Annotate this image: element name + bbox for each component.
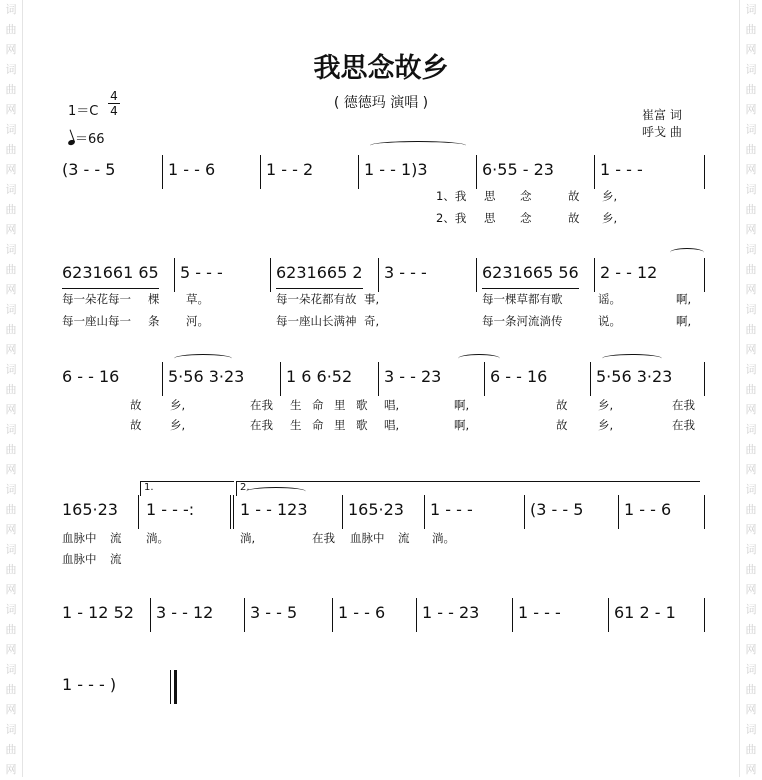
lyric-syllable: 1、我 (436, 189, 467, 203)
slur (370, 141, 466, 150)
bar-line (704, 598, 705, 632)
lyrics-line-3-verse-2 (58, 417, 708, 433)
time-signature (108, 89, 120, 118)
slur (246, 487, 306, 496)
score-line-1 (58, 155, 708, 185)
bar-line (138, 495, 139, 529)
bar-line (233, 495, 234, 529)
bar-line (342, 495, 343, 529)
bar-line (594, 155, 595, 189)
lyrics-line-3-verse-1 (58, 397, 708, 413)
lyric-syllable: 里 (334, 418, 346, 432)
measure: 1 - - - (518, 603, 561, 622)
lyric-syllable: 唱, (384, 418, 400, 432)
lyric-syllable: 血脉中 (350, 531, 385, 545)
lyric-syllable: 河。 (186, 314, 209, 328)
first-ending: 1. (140, 481, 234, 496)
watermark-right: 词 曲 网 词 曲 网 词 曲 网 词 曲 网 词 曲 网 词 曲 网 词 曲 网 词 曲 网 词 曲 网 词 曲 网 词 曲 网 词 曲 网 词 曲 网 (745, 3, 757, 776)
bar-line (170, 670, 171, 704)
measure: 1 - - 6 (168, 160, 216, 179)
lyric-syllable: 淌, (240, 531, 256, 545)
lyrics-line-1-verse-1 (58, 188, 708, 204)
lyrics-line-4-verse-2 (58, 551, 708, 567)
slur (602, 354, 662, 363)
measure: 5·56 3·23 (168, 367, 245, 386)
lyric-syllable: 生 (290, 418, 302, 432)
bar-line (704, 258, 705, 292)
tempo-value: ＝66 (75, 132, 105, 147)
measure: 1 - - 6 (338, 603, 386, 622)
meter-bottom: 4 (110, 104, 118, 118)
bar-line (280, 362, 281, 396)
bar-line (424, 495, 425, 529)
lyric-syllable: 流 (398, 531, 410, 545)
bar-line (476, 258, 477, 292)
lyric-syllable: 乡, (598, 418, 614, 432)
measure: 1 - - 2 (266, 160, 314, 179)
score-line-3 (58, 362, 708, 392)
slur (174, 354, 232, 363)
measure: 6 - - 16 (490, 367, 548, 386)
measure: 1 - 12 52 (62, 603, 134, 622)
lyric-syllable: 命 (312, 418, 324, 432)
lyric-syllable: 事, (364, 292, 380, 306)
measure: 1 - - 123 (240, 500, 308, 519)
bar-line (174, 258, 175, 292)
lyric-syllable: 生 (290, 398, 302, 412)
bar-line (594, 258, 595, 292)
measure: 6 - - 16 (62, 367, 120, 386)
bar-line (704, 155, 705, 189)
lyric-syllable: 啊, (454, 418, 470, 432)
performer-subtitle: ( 德德玛 演唱 ) (333, 95, 429, 111)
lyric-syllable: 里 (334, 398, 346, 412)
measure: 3 - - - (384, 263, 427, 282)
lyric-syllable: 故 (130, 418, 142, 432)
lyric-syllable: 念 (520, 211, 532, 225)
lyric-syllable: 2、我 (436, 211, 467, 225)
lyric-syllable: 条 (148, 314, 160, 328)
lyric-syllable: 啊, (676, 292, 692, 306)
lyric-syllable: 念 (520, 189, 532, 203)
lyric-syllable: 每一座山长满神 (276, 314, 357, 328)
measure: 1 - - - (600, 160, 643, 179)
score-line-4 (58, 482, 708, 525)
lyric-syllable: 故 (568, 211, 580, 225)
song-title: 我思念故乡 (313, 53, 449, 84)
lyric-syllable: 乡, (170, 418, 186, 432)
lyrics-line-2-verse-1 (58, 291, 708, 307)
bar-line (704, 362, 705, 396)
bar-line (244, 598, 245, 632)
lyric-syllable: 奇, (364, 314, 380, 328)
bar-line (230, 495, 231, 529)
lyric-syllable: 乡, (598, 398, 614, 412)
bar-line (378, 258, 379, 292)
lyric-syllable: 流 (110, 531, 122, 545)
lyric-syllable: 每一棵草都有歌 (482, 292, 563, 306)
measure: 6231665 56 (482, 258, 579, 289)
bar-line (704, 495, 705, 529)
bar-line (378, 362, 379, 396)
bar-line (150, 598, 151, 632)
lyric-syllable: 在我 (672, 418, 695, 432)
measure: 3 - - 23 (384, 367, 442, 386)
bar-line (590, 362, 591, 396)
measure: 1 - - 1)3 (364, 160, 428, 179)
score-line-2 (58, 258, 708, 288)
bar-line (162, 155, 163, 189)
lyric-syllable: 说。 (598, 314, 621, 328)
lyrics-line-2-verse-2 (58, 313, 708, 329)
measure: 6231665 2 (276, 258, 363, 289)
lyrics-line-1-verse-2 (58, 210, 708, 226)
measure: (3 - - 5 (62, 160, 116, 179)
bar-line (270, 258, 271, 292)
watermark-left: 词 曲 网 词 曲 网 词 曲 网 词 曲 网 词 曲 网 词 曲 网 词 曲 网 词 曲 网 词 曲 网 词 曲 网 词 曲 网 词 曲 网 词 曲 网 (5, 3, 17, 776)
measure: 1 - - 6 (624, 500, 672, 519)
bar-line (162, 362, 163, 396)
lyric-syllable: 每一朵花都有故 (276, 292, 357, 306)
lyric-syllable: 乡, (602, 189, 618, 203)
lyric-syllable: 思 (484, 189, 496, 203)
lyric-syllable: 故 (568, 189, 580, 203)
lyric-syllable: 流 (110, 552, 122, 566)
measure: 1 - - - ) (62, 675, 117, 694)
measure: 61 2 - 1 (614, 603, 676, 622)
second-ending: 2. (236, 481, 700, 496)
composer: 呼戈 曲 (642, 125, 682, 139)
lyric-syllable: 在我 (672, 398, 695, 412)
lyric-syllable: 淌。 (146, 531, 169, 545)
measure: 3 - - 12 (156, 603, 214, 622)
lyric-syllable: 草。 (186, 292, 209, 306)
lyric-syllable: 命 (312, 398, 324, 412)
measure: 6·55 - 23 (482, 160, 554, 179)
lyric-syllable: 在我 (250, 418, 273, 432)
measure: 5 - - - (180, 263, 223, 282)
measure: (3 - - 5 (530, 500, 584, 519)
score-line-6 (58, 670, 708, 700)
bar-line (484, 362, 485, 396)
credits (642, 107, 682, 141)
meter-top: 4 (110, 89, 118, 103)
lyric-syllable: 血脉中 (62, 531, 97, 545)
lyric-syllable: 淌。 (432, 531, 455, 545)
bar-line (260, 155, 261, 189)
bar-line (358, 155, 359, 189)
bar-line (332, 598, 333, 632)
lyric-syllable: 每一座山每一 (62, 314, 131, 328)
page-edge-left (22, 0, 23, 777)
lyric-syllable: 思 (484, 211, 496, 225)
lyric-syllable: 歌 (356, 418, 368, 432)
bar-line (608, 598, 609, 632)
lyric-syllable: 在我 (250, 398, 273, 412)
lyric-syllable: 啊, (676, 314, 692, 328)
lyric-syllable: 乡, (170, 398, 186, 412)
tempo-mark (68, 128, 105, 147)
lyric-syllable: 每一朵花每一 (62, 292, 131, 306)
lyric-syllable: 棵 (148, 292, 160, 306)
measure: 165·23 (62, 500, 118, 519)
page-edge-right (739, 0, 740, 777)
lyrics-line-4-verse-1 (58, 530, 708, 546)
bar-line (618, 495, 619, 529)
lyric-syllable: 在我 (312, 531, 335, 545)
measure: 1 - - -: (146, 500, 195, 519)
bar-line (524, 495, 525, 529)
measure: 5·56 3·23 (596, 367, 673, 386)
bar-line (416, 598, 417, 632)
measure: 3 - - 5 (250, 603, 298, 622)
lyric-syllable: 故 (556, 398, 568, 412)
lyric-syllable: 谣。 (598, 292, 621, 306)
lyric-syllable: 唱, (384, 398, 400, 412)
measure: 1 6 6·52 (286, 367, 353, 386)
lyricist: 崔富 词 (642, 108, 682, 122)
measure: 6231661 65 (62, 258, 159, 289)
measure: 1 - - 23 (422, 603, 480, 622)
lyric-syllable: 每一条河流淌传 (482, 314, 563, 328)
lyric-syllable: 乡, (602, 211, 618, 225)
measure: 1 - - - (430, 500, 473, 519)
score-line-5 (58, 598, 708, 628)
final-bar-line (174, 670, 177, 704)
lyric-syllable: 歌 (356, 398, 368, 412)
lyric-syllable: 故 (130, 398, 142, 412)
lyric-syllable: 血脉中 (62, 552, 97, 566)
lyric-syllable: 啊, (454, 398, 470, 412)
slur (670, 248, 704, 257)
bar-line (512, 598, 513, 632)
bar-line (476, 155, 477, 189)
measure: 2 - - 12 (600, 263, 658, 282)
key-signature: 1＝C (68, 104, 99, 119)
measure: 165·23 (348, 500, 404, 519)
lyric-syllable: 故 (556, 418, 568, 432)
